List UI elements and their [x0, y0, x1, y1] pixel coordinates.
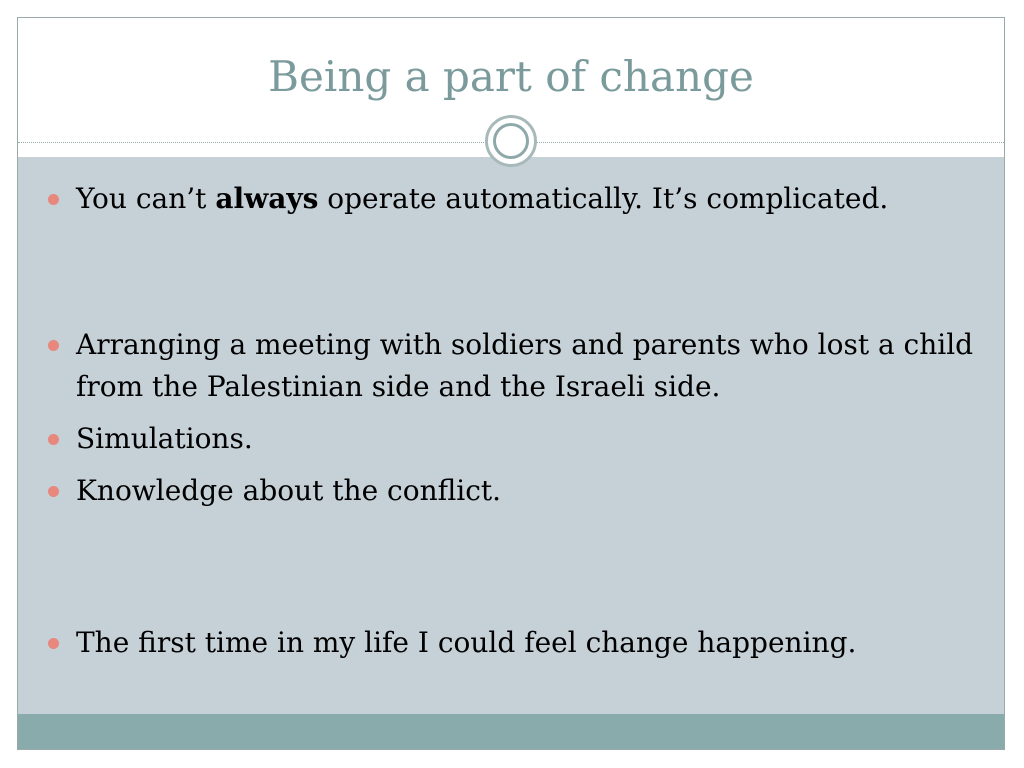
bullet-dot-icon [48, 340, 59, 351]
bullet-text-part: You can’t [76, 182, 216, 215]
bullet-text: Simulations. [76, 422, 253, 455]
bullet-text: Knowledge about the conflict. [76, 474, 502, 507]
slide-title: Being a part of change [268, 52, 754, 101]
bullet-dot-icon [48, 434, 59, 445]
bullet-text [76, 178, 986, 220]
bullet-dot-icon [48, 194, 59, 205]
bullet-list [18, 18, 1004, 749]
bullet-dot-icon [48, 638, 59, 649]
bullet-text: Arranging a meeting with soldiers and parents who lost a child from the Palestinian side and the Israeli side. [76, 328, 974, 403]
bullet-text-part: operate automatically. It’s complicated. [318, 182, 889, 215]
slide [17, 17, 1005, 750]
bullet-text: The first time in my life I could feel change happening. [76, 626, 857, 659]
bullet-text-bold: always [215, 182, 319, 215]
bullet-dot-icon [48, 486, 59, 497]
